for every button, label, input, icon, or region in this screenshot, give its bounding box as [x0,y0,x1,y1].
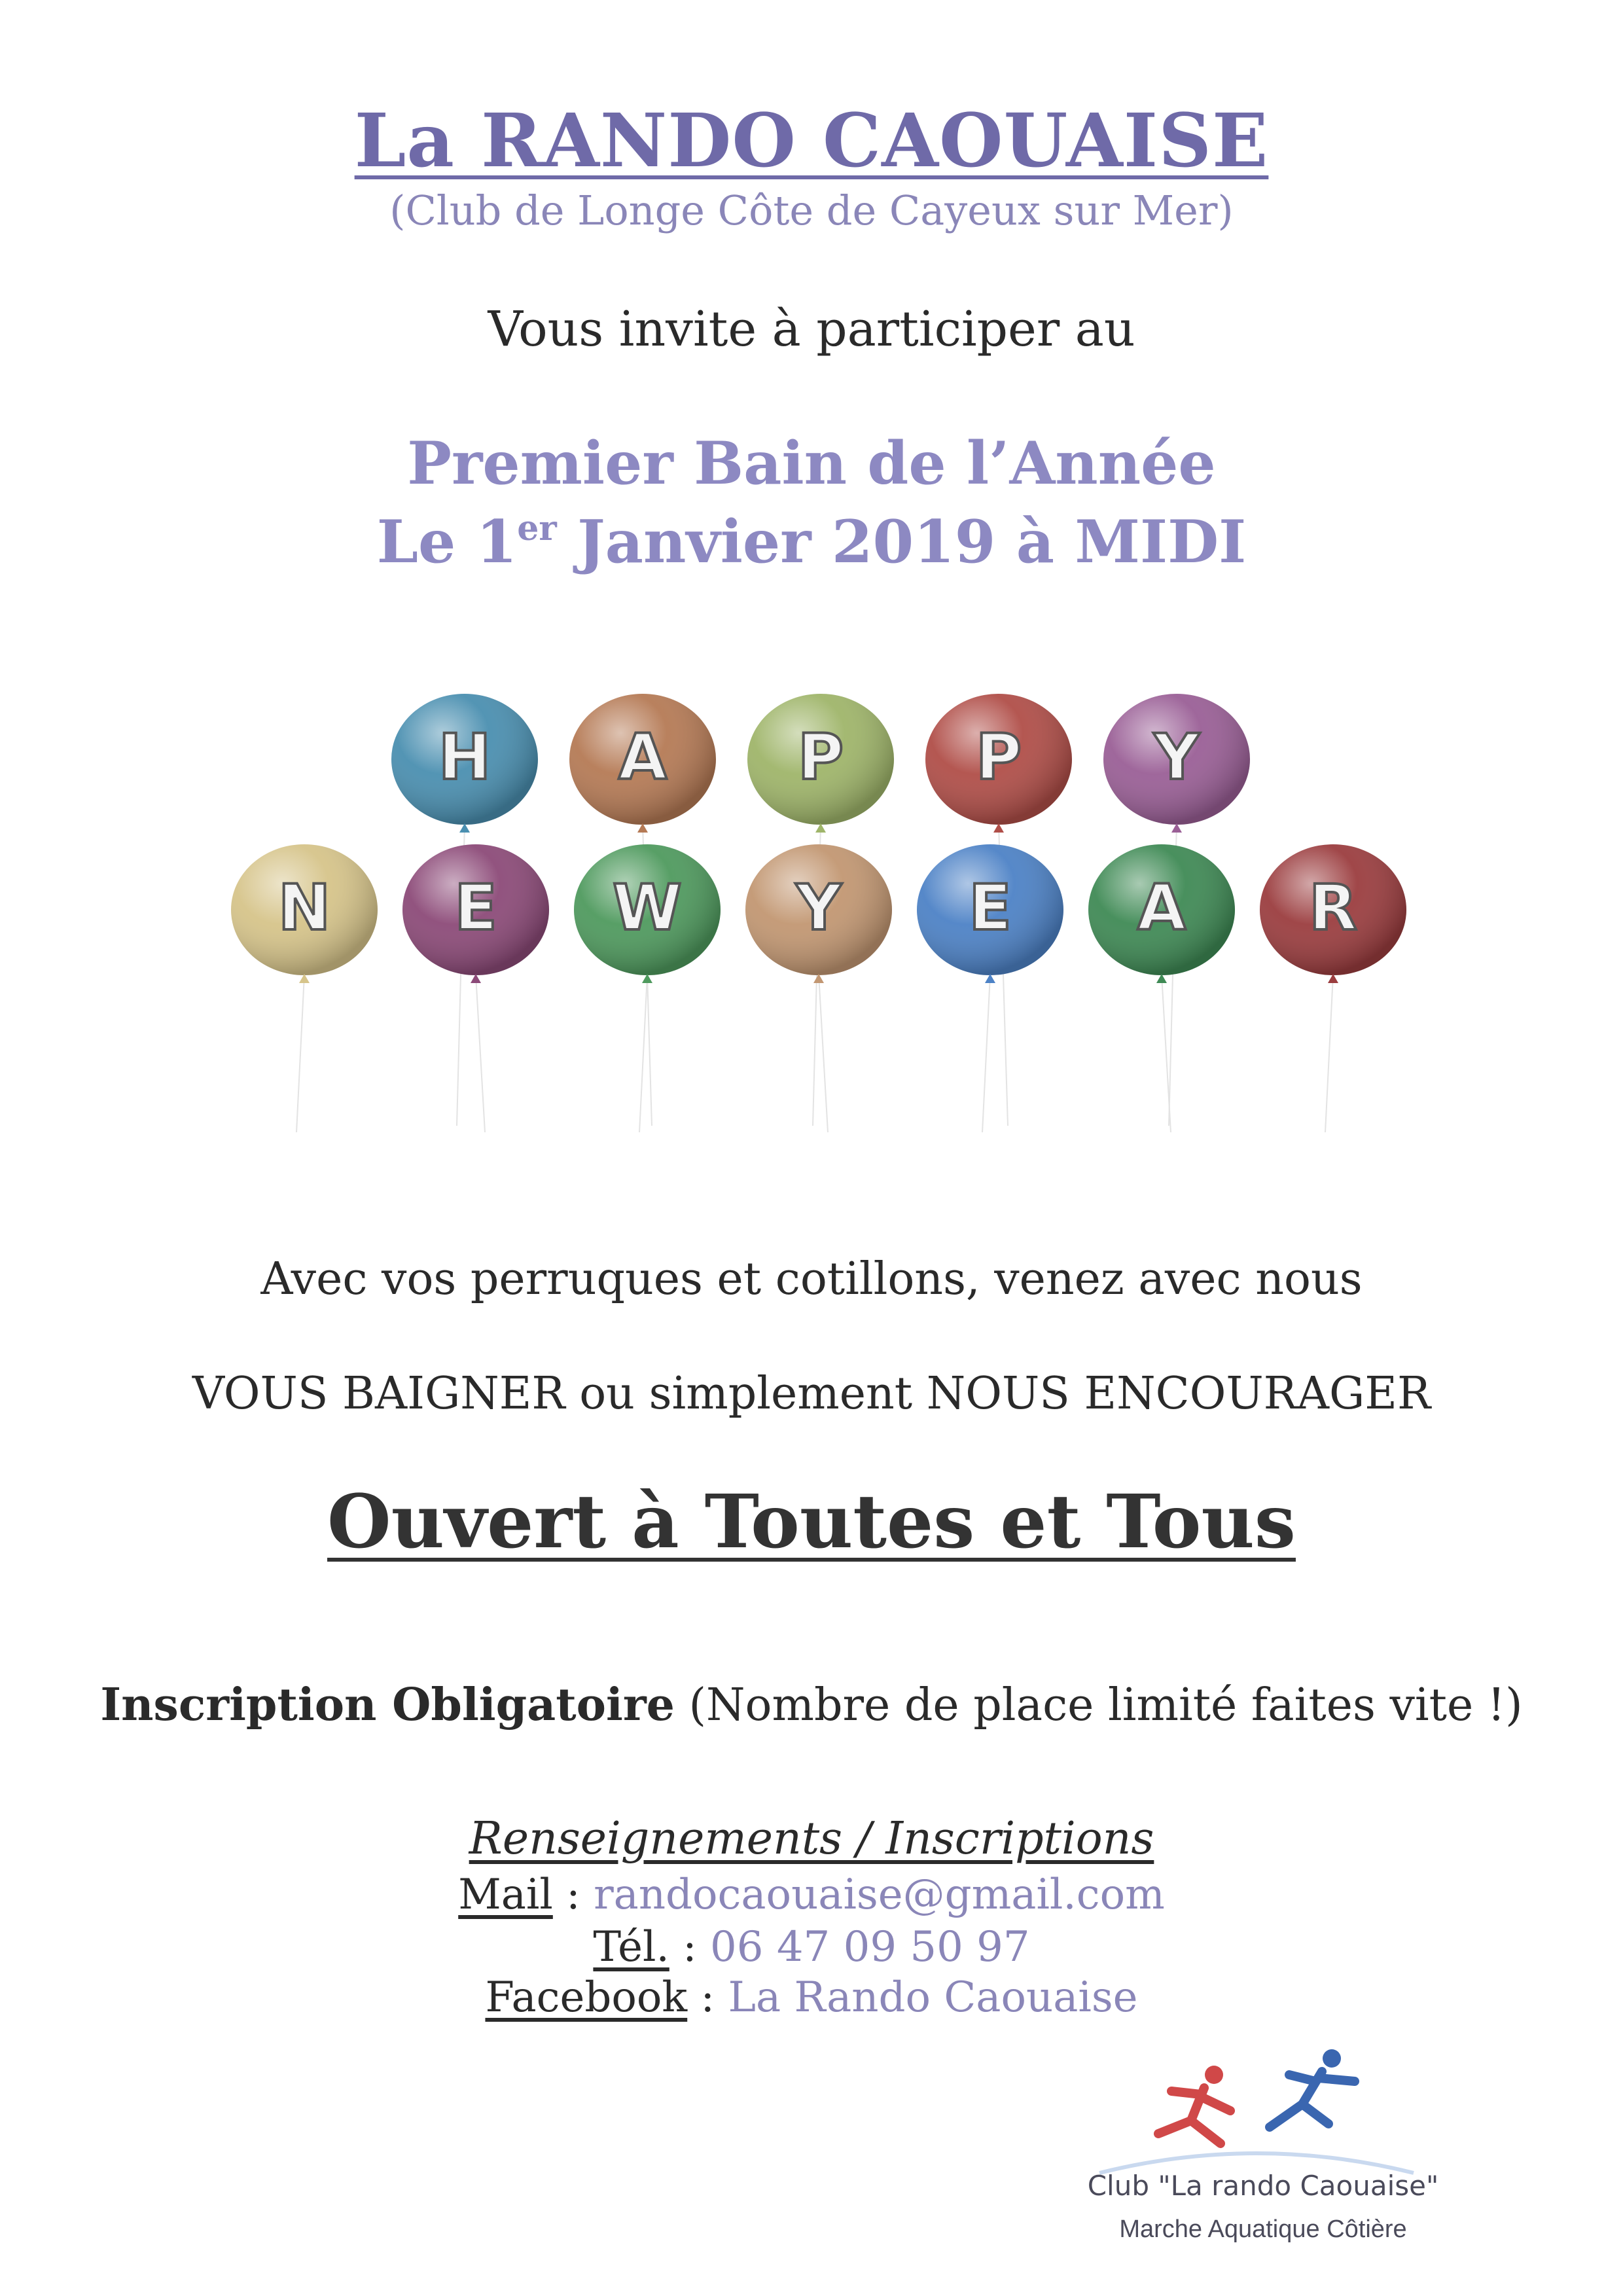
happy-new-year-balloons [196,681,1479,1217]
event-date-sup: er [517,509,557,548]
contact-tel [0,1923,1623,1971]
contact-facebook [0,1973,1623,2022]
blue-runner-icon [1270,2049,1355,2127]
balloon-letter: H [438,721,491,794]
balloon-letter: P [797,721,844,794]
balloon-letter: W [613,871,682,944]
tel-sep: : [669,1923,711,1971]
logo-club-name: Club "La rando Caouaise" [1087,2170,1439,2202]
balloon-row2-4 [745,844,892,1132]
invite-text: Vous invite à participer au [488,301,1135,357]
balloon-letter: A [618,721,668,794]
balloon-row2-7 [1260,844,1406,1132]
balloon-letter: N [277,871,331,944]
balloon-letter: Y [796,871,842,944]
club-subtitle: (Club de Longe Côte de Cayeux sur Mer) [389,187,1234,234]
facebook-label: Facebook [485,1973,688,2022]
club-title: La RANDO CAOUAISE [354,98,1269,184]
balloon-row2-1 [231,844,378,1132]
logo-tagline: Marche Aquatique Côtière [1119,2215,1407,2243]
balloon-row2-3 [574,844,721,1132]
balloon-letter: Y [1154,721,1200,794]
balloon-letter: A [1137,871,1186,944]
balloon-letter: R [1309,871,1357,944]
open-to-all-heading: Ouvert à Toutes et Tous [327,1479,1296,1565]
contact-mail [0,1871,1623,1919]
mail-label: Mail [458,1871,553,1919]
balloon-letter: E [969,871,1012,944]
facebook-link[interactable]: La Rando Caouaise [728,1973,1138,2022]
inscription-notice [0,1679,1623,1731]
event-date-prefix: Le 1 [376,507,518,577]
balloon-letter: P [975,721,1022,794]
balloon-row2-6 [1088,844,1235,1132]
balloon-row2-5 [917,844,1063,1132]
event-date-suffix: Janvier 2019 à MIDI [556,507,1247,577]
mail-sep: : [552,1871,594,1919]
contact-heading: Renseignements / Inscriptions [469,1813,1154,1865]
club-logo [1073,2036,1440,2284]
wigs-text: Avec vos perruques et cotillons, venez avec nous [260,1253,1363,1305]
tel-label: Tél. [593,1923,669,1971]
balloon-letter: E [454,871,497,944]
inscription-bold: Inscription Obligatoire [100,1679,675,1731]
tel-value[interactable]: 06 47 09 50 97 [710,1923,1030,1971]
balloon-row2-2 [402,844,549,1132]
mail-link[interactable]: randocaouaise@gmail.com [594,1871,1165,1919]
facebook-sep: : [687,1973,728,2022]
swim-encourage-text: VOUS BAIGNER ou simplement NOUS ENCOURAGER [192,1368,1431,1420]
inscription-note: (Nombre de place limité faites vite !) [674,1679,1523,1731]
red-runner-icon [1158,2066,1230,2144]
event-name: Premier Bain de l’Année [407,429,1216,498]
event-date [0,507,1623,577]
